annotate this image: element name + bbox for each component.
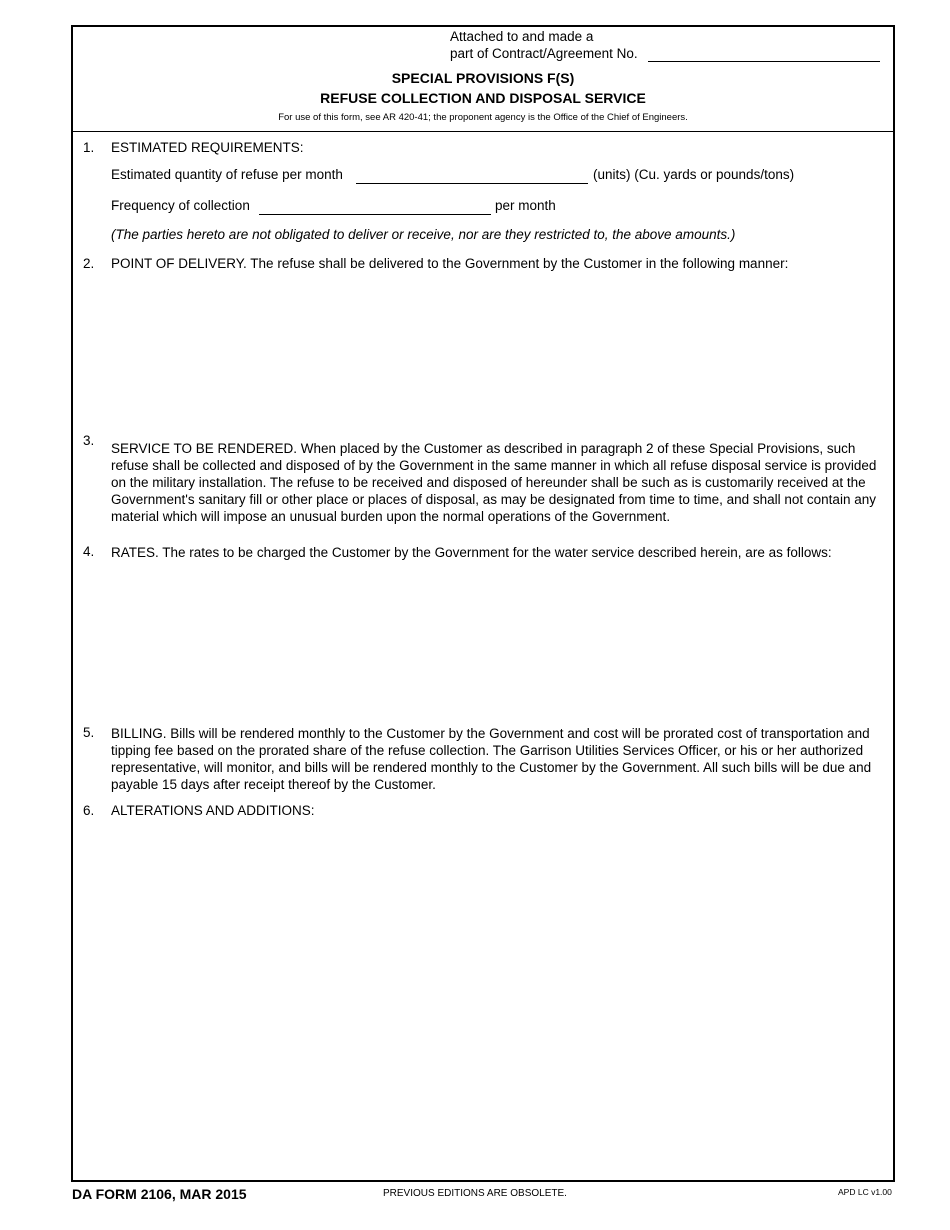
item-1-note: (The parties hereto are not obligated to deliver or receive, nor are they restricted to, the above amounts.) bbox=[111, 227, 736, 242]
quantity-units: (units) (Cu. yards or pounds/tons) bbox=[593, 167, 795, 182]
item-4-number: 4. bbox=[83, 544, 95, 559]
item-2-number: 2. bbox=[83, 256, 95, 271]
frequency-suffix: per month bbox=[495, 198, 556, 213]
form-subtitle: REFUSE COLLECTION AND DISPOSAL SERVICE bbox=[320, 90, 646, 106]
quantity-field[interactable] bbox=[356, 167, 588, 184]
frequency-label: Frequency of collection bbox=[111, 198, 250, 213]
item-5-text: BILLING. Bills will be rendered monthly to the Customer by the Government and cost will be prorated cost of transportation and tipping fee based on the prorated share of the refuse collection. The Garrison Utilities Services Officer, or his or her authorized representative, will monitor, and bills will be rendered monthly to the Customer by the Government. All such bills will be due and payable 15 days after receipt thereof by the Customer. bbox=[111, 726, 872, 792]
contract-number-field[interactable] bbox=[648, 45, 880, 62]
attached-line-1: Attached to and made a bbox=[450, 29, 594, 44]
item-6-number: 6. bbox=[83, 803, 95, 818]
quantity-label: Estimated quantity of refuse per month bbox=[111, 167, 343, 182]
attached-line-2: part of Contract/Agreement No. bbox=[450, 46, 638, 61]
rates-field[interactable] bbox=[111, 566, 887, 716]
item-3-text: SERVICE TO BE RENDERED. When placed by the Customer as described in paragraph 2 of these Special Provisions, such refuse shall be collected and disposed of by the Government in the same manner in which all refuse disposal service is provided on the military installation. The refuse to be received and disposed of hereunder shall be such as is customarily received at the Government's sanitary fill or other place or places of disposal, as may be designated from time to time, and shall not contain any material which will impose an unusual burden upon the normal operations of the Government. bbox=[111, 441, 877, 524]
item-4-text: RATES. The rates to be charged the Customer by the Government for the water service described herein, are as follows: bbox=[111, 545, 832, 560]
item-2-text: POINT OF DELIVERY. The refuse shall be delivered to the Government by the Customer in the following manner: bbox=[111, 256, 789, 271]
form-title: SPECIAL PROVISIONS F(S) bbox=[391, 70, 575, 86]
usage-note: For use of this form, see AR 420-41; the proponent agency is the Office of the Chief of Engineers. bbox=[278, 112, 688, 123]
version-label: APD LC v1.00 bbox=[838, 1187, 892, 1197]
item-3-number: 3. bbox=[83, 433, 95, 448]
obsolete-notice: PREVIOUS EDITIONS ARE OBSOLETE. bbox=[383, 1188, 567, 1199]
header-divider bbox=[73, 131, 895, 132]
item-6-text: ALTERATIONS AND ADDITIONS: bbox=[111, 803, 315, 818]
item-1-number: 1. bbox=[83, 140, 95, 155]
delivery-manner-field[interactable] bbox=[111, 276, 887, 426]
item-1-heading: ESTIMATED REQUIREMENTS: bbox=[111, 140, 304, 155]
form-number: DA FORM 2106, MAR 2015 bbox=[72, 1186, 247, 1202]
item-5-number: 5. bbox=[83, 725, 95, 740]
frequency-field[interactable] bbox=[259, 198, 491, 215]
alterations-field[interactable] bbox=[111, 824, 887, 1169]
